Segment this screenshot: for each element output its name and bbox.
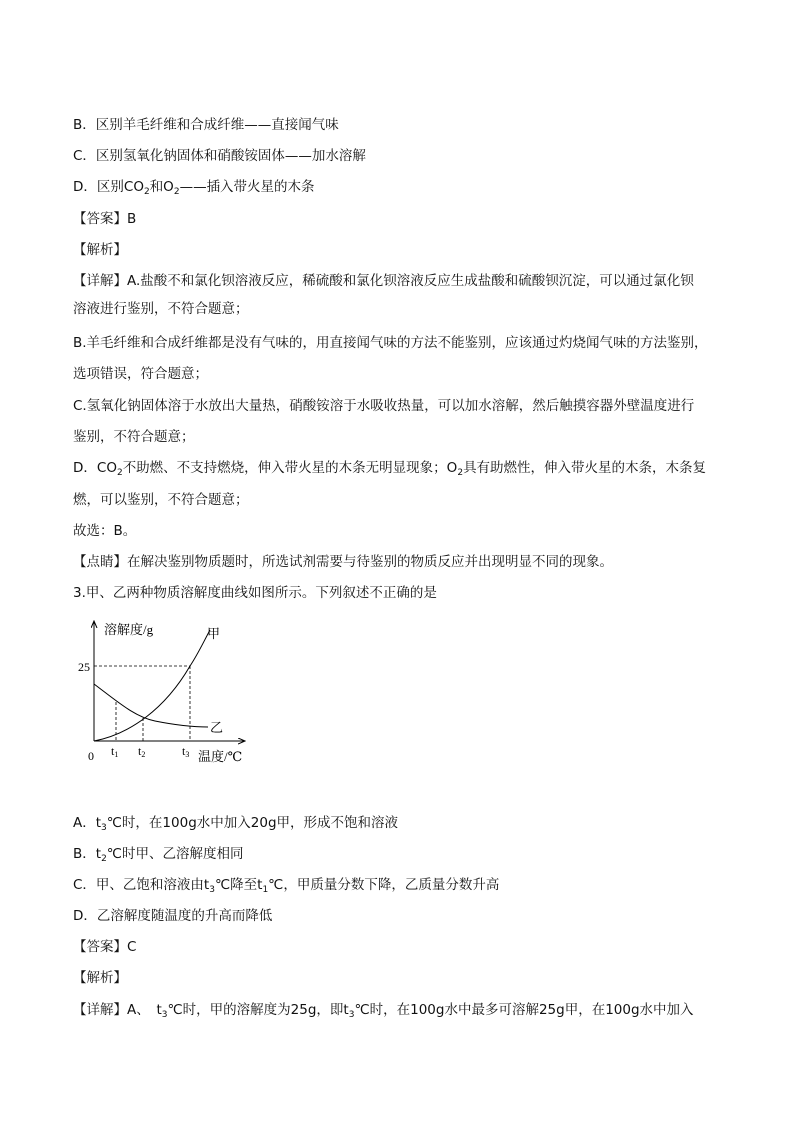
detail-b-line2: 选项错误，符合题意；: [73, 366, 208, 382]
option-d-prev: D．区别$CO_2$和$O_2——$插入带火星的木条: [73, 179, 315, 197]
series-jia-curve: [94, 630, 210, 741]
q3-option-c: C．甲、乙饱和溶液由$t_3℃$降至$t_1℃$，甲质量分数下降，乙质量分数升高: [73, 877, 500, 895]
question-3-stem: 3.甲、乙两种物质溶解度曲线如图所示。下列叙述不正确的是: [73, 585, 437, 601]
detail-c-line1: C.氢氧化钠固体溶于水放出大量热，硝酸铵溶于水吸收热量，可以加水溶解，然后触摸容器外壁温度进行: [73, 398, 695, 414]
x-tick-t2: t2: [138, 744, 146, 759]
y-axis-label: 溶解度/g: [104, 622, 154, 637]
q3-option-a: A．$t_3℃$时，在100g水中加入20g甲，形成不饱和溶液: [73, 815, 399, 833]
detail-a-line2: 溶液进行鉴别，不符合题意；: [73, 301, 249, 317]
x-tick-t3: t3: [182, 744, 190, 759]
detail-c-line2: 鉴别，不符合题意；: [73, 429, 195, 445]
series-jia-label: 甲: [207, 626, 221, 641]
series-yi-curve: [94, 684, 208, 727]
detail-b-line1: B.羊毛纤维和合成纤维都是没有气味的，用直接闻气味的方法不能鉴别，应该通过灼烧闻气味的方法鉴别，: [73, 335, 708, 351]
detail-d-line1: D．$CO_2$不助燃、不支持燃烧，伸入带火星的木条无明显现象；$O_2$具有助燃性，伸入带火星的木条，木条复: [73, 460, 707, 478]
tip: 【点睛】在解决鉴别物质题时，所选试剂需要与待鉴别的物质反应并出现明显不同的现象。: [73, 554, 613, 570]
q3-option-b: B．$t_2℃$时甲、乙溶解度相同: [73, 846, 244, 864]
conclusion: 故选：B。: [73, 523, 137, 539]
q3-analysis-heading: 【解析】: [73, 970, 127, 986]
option-c-prev: C．区别氢氧化钠固体和硝酸铵固体——加水溶解: [73, 148, 366, 164]
origin-label: 0: [88, 749, 94, 763]
series-yi-label: 乙: [210, 720, 224, 735]
q3-answer: 【答案】C: [73, 939, 137, 955]
y-tick-25: 25: [78, 660, 90, 674]
answer-prev: 【答案】B: [73, 211, 137, 227]
detail-d-line2: 燃，可以鉴别，不符合题意；: [73, 492, 249, 508]
solubility-chart: [80, 614, 270, 770]
x-tick-t1: t1: [111, 744, 119, 759]
x-axis-label: 温度/℃: [198, 749, 243, 764]
q3-option-d: D．乙溶解度随温度的升高而降低: [73, 908, 273, 924]
option-b-prev: B．区别羊毛纤维和合成纤维——直接闻气味: [73, 117, 339, 133]
detail-a-line1: 【详解】A.盐酸不和氯化钡溶液反应，稀硫酸和氯化钡溶液反应生成盐酸和硫酸钡沉淀，可以通过氯化钡: [73, 273, 694, 289]
q3-detail-a: 【详解】A、 $t_3℃$时，甲的溶解度为25g，即$t_3℃$时，在100g水中最多可溶解25g甲，在100g水中加入: [73, 1002, 694, 1020]
analysis-heading-prev: 【解析】: [73, 242, 127, 258]
